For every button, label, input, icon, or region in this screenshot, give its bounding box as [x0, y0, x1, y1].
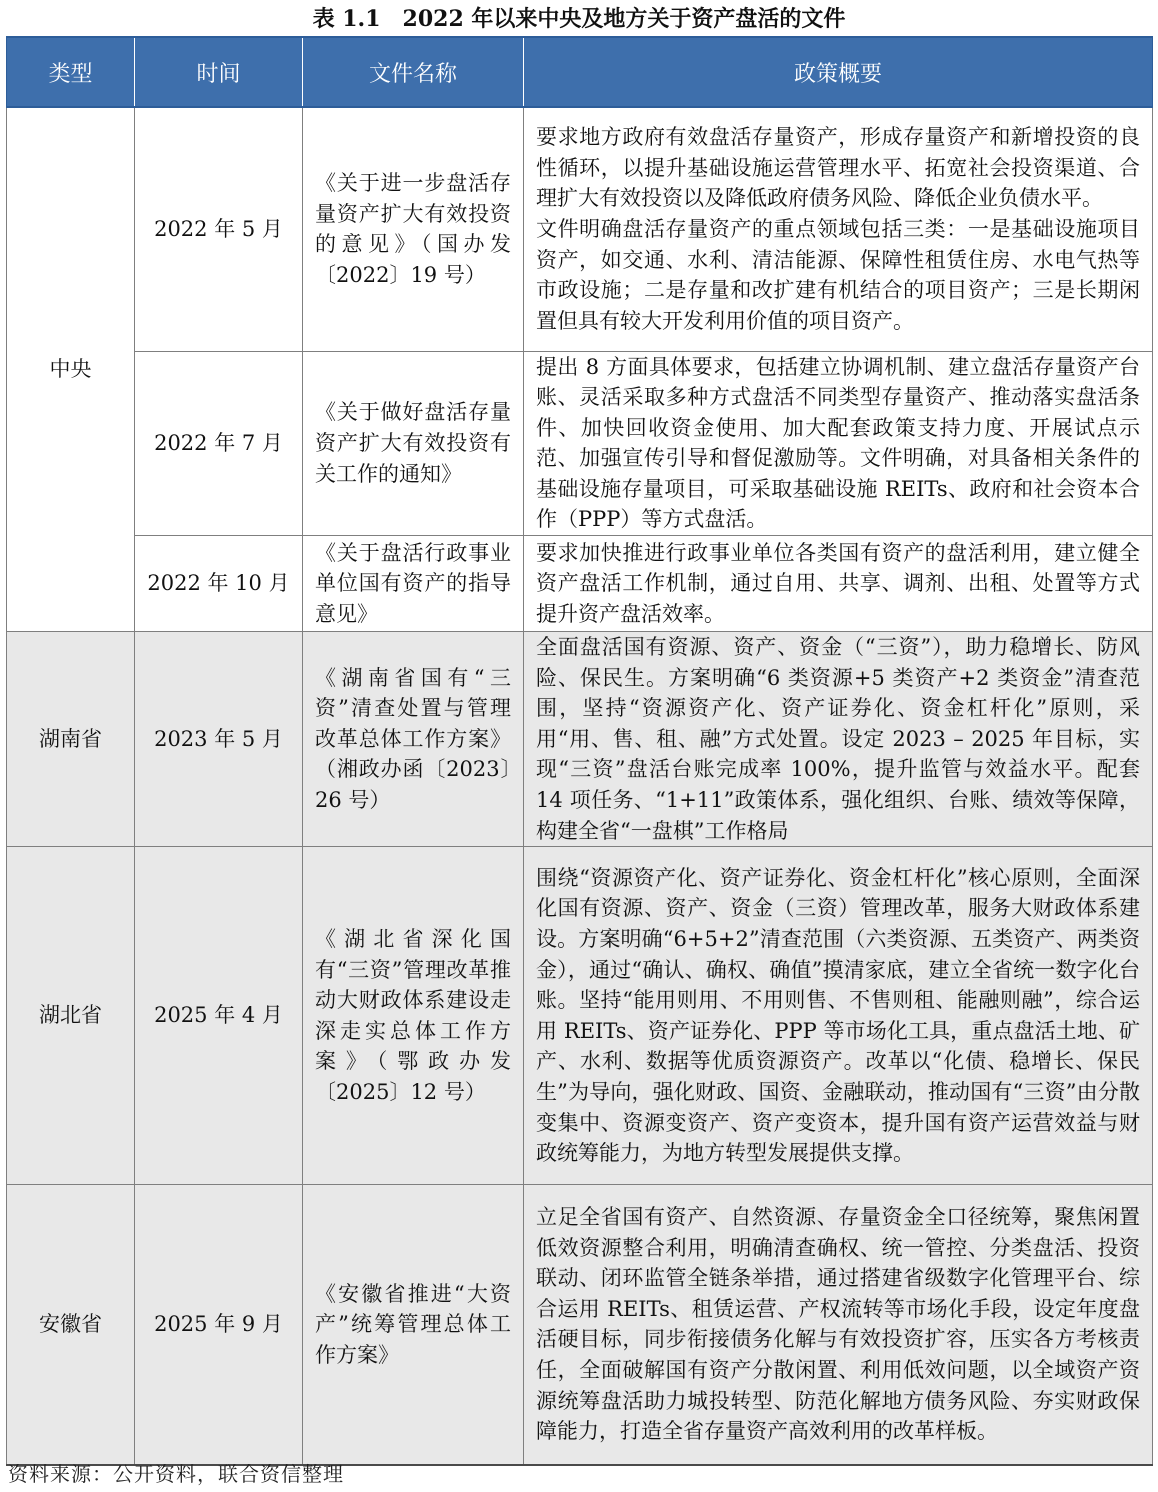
summary-cell	[524, 107, 1153, 351]
summary-paragraph: 要求地方政府有效盘活存量资产，形成存量资产和新增投资的良性循环，以提升基础设施运营管理水平、拓宽社会投资渠道、合理扩大有效投资以及降低政府债务风险、降低企业负债水平。	[536, 125, 1140, 211]
date-cell: 2025 年 9 月	[135, 1185, 303, 1465]
column-header-date: 时间	[135, 37, 303, 107]
table-row	[7, 1185, 1153, 1465]
doc-cell: 《湖南省国有“三资”清查处置与管理改革总体工作方案》（湘政办函〔2023〕26 号）	[303, 632, 524, 847]
summary-paragraph: 文件明确盘活存量资产的重点领域包括三类：一是基础设施项目资产，如交通、水利、清洁能源、保障性租赁住房、水电气热等市政设施；二是存量和改扩建有机结合的项目资产；三是长期闲置但具有较大开发利用价值的项目资产。	[536, 216, 1140, 333]
column-header-doc: 文件名称	[303, 37, 524, 107]
type-cell: 安徽省	[7, 1185, 135, 1465]
doc-cell: 《湖北省深化国有“三资”管理改革推动大财政体系建设走深走实总体工作方案》（鄂政办发〔2025〕12 号）	[303, 847, 524, 1185]
doc-cell: 《安徽省推进“大资产”统筹管理总体工作方案》	[303, 1185, 524, 1465]
table-row	[7, 536, 1153, 632]
date-cell: 2022 年 5 月	[135, 107, 303, 351]
type-cell: 湖南省	[7, 632, 135, 847]
summary-cell: 立足全省国有资产、自然资源、存量资金全口径统筹，聚焦闲置低效资源整合利用，明确清查确权、统一管控、分类盘活、投资联动、闭环监管全链条举措，通过搭建省级数字化管理平台、综合运用 REITs、租赁运营、产权流转等市场化手段，设定年度盘活硬目标，同步衔接债务化解与有效投资扩容，压实各方考核责任，全面破解国有资产分散闲置、利用低效问题，以全域资产资源统筹盘活助力城投转型、防范化解地方债务风险、夯实财政保障能力，打造全省存量资产高效利用的改革样板。	[524, 1185, 1153, 1465]
source-note: 资料来源：公开资料，联合资信整理	[8, 1462, 344, 1486]
type-cell: 中央	[7, 107, 135, 632]
table-row	[7, 351, 1153, 536]
summary-cell: 全面盘活国有资源、资产、资金（“三资”），助力稳增长、防风险、保民生。方案明确“6 类资源+5 类资产+2 类资金”清查范围，坚持“资源资产化、资产证券化、资金杠杆化”原则，采用“用、售、租、融”方式处置。设定 2023 – 2025 年目标，实现“三资”盘活台账完成率 100%，提升监管与效益水平。配套 14 项任务、“1+11”政策体系，强化组织、台账、绩效等保障，构建全省“一盘棋”工作格局	[524, 632, 1153, 847]
doc-cell: 《关于进一步盘活存量资产扩大有效投资的意见》（国办发〔2022〕19 号）	[303, 107, 524, 351]
header-row	[7, 37, 1153, 107]
doc-cell: 《关于盘活行政事业单位国有资产的指导意见》	[303, 536, 524, 632]
table-number: 表 1.1	[312, 6, 381, 32]
column-header-summary: 政策概要	[524, 37, 1153, 107]
type-cell: 湖北省	[7, 847, 135, 1185]
summary-cell: 提出 8 方面具体要求，包括建立协调机制、建立盘活存量资产台账、灵活采取多种方式盘活不同类型存量资产、推动落实盘活条件、加快回收资金使用、加大配套政策支持力度、开展试点示范、加强宣传引导和督促激励等。文件明确，对具备相关条件的基础设施存量项目，可采取基础设施 REITs、政府和社会资本合作（PPP）等方式盘活。	[524, 351, 1153, 536]
column-header-type: 类型	[7, 37, 135, 107]
date-cell: 2025 年 4 月	[135, 847, 303, 1185]
summary-cell: 围绕“资源资产化、资产证券化、资金杠杆化”核心原则，全面深化国有资源、资产、资金（三资）管理改革，服务大财政体系建设。方案明确“6+5+2”清查范围（六类资源、五类资产、两类资金），通过“确认、确权、确值”摸清家底，建立全省统一数字化台账。坚持“能用则用、不用则售、不售则租、能融则融”，综合运用 REITs、资产证券化、PPP 等市场化工具，重点盘活土地、矿产、水利、数据等优质资源资产。改革以“化债、稳增长、保民生”为导向，强化财政、国资、金融联动，推动国有“三资”由分散变集中、资源变资产、资产变资本，提升国有资产运营效益与财政统筹能力，为地方转型发展提供支撑。	[524, 847, 1153, 1185]
table-row	[7, 107, 1153, 351]
date-cell: 2023 年 5 月	[135, 632, 303, 847]
table-row	[7, 632, 1153, 847]
doc-cell: 《关于做好盘活存量资产扩大有效投资有关工作的通知》	[303, 351, 524, 536]
date-cell: 2022 年 10 月	[135, 536, 303, 632]
date-cell: 2022 年 7 月	[135, 351, 303, 536]
table-title-text: 2022 年以来中央及地方关于资产盘活的文件	[402, 6, 846, 32]
table-row	[7, 847, 1153, 1185]
table-title	[0, 2, 1158, 36]
summary-cell: 要求加快推进行政事业单位各类国有资产的盘活利用，建立健全资产盘活工作机制，通过自用、共享、调剂、出租、处置等方式提升资产盘活效率。	[524, 536, 1153, 632]
policy-table	[6, 36, 1153, 1466]
